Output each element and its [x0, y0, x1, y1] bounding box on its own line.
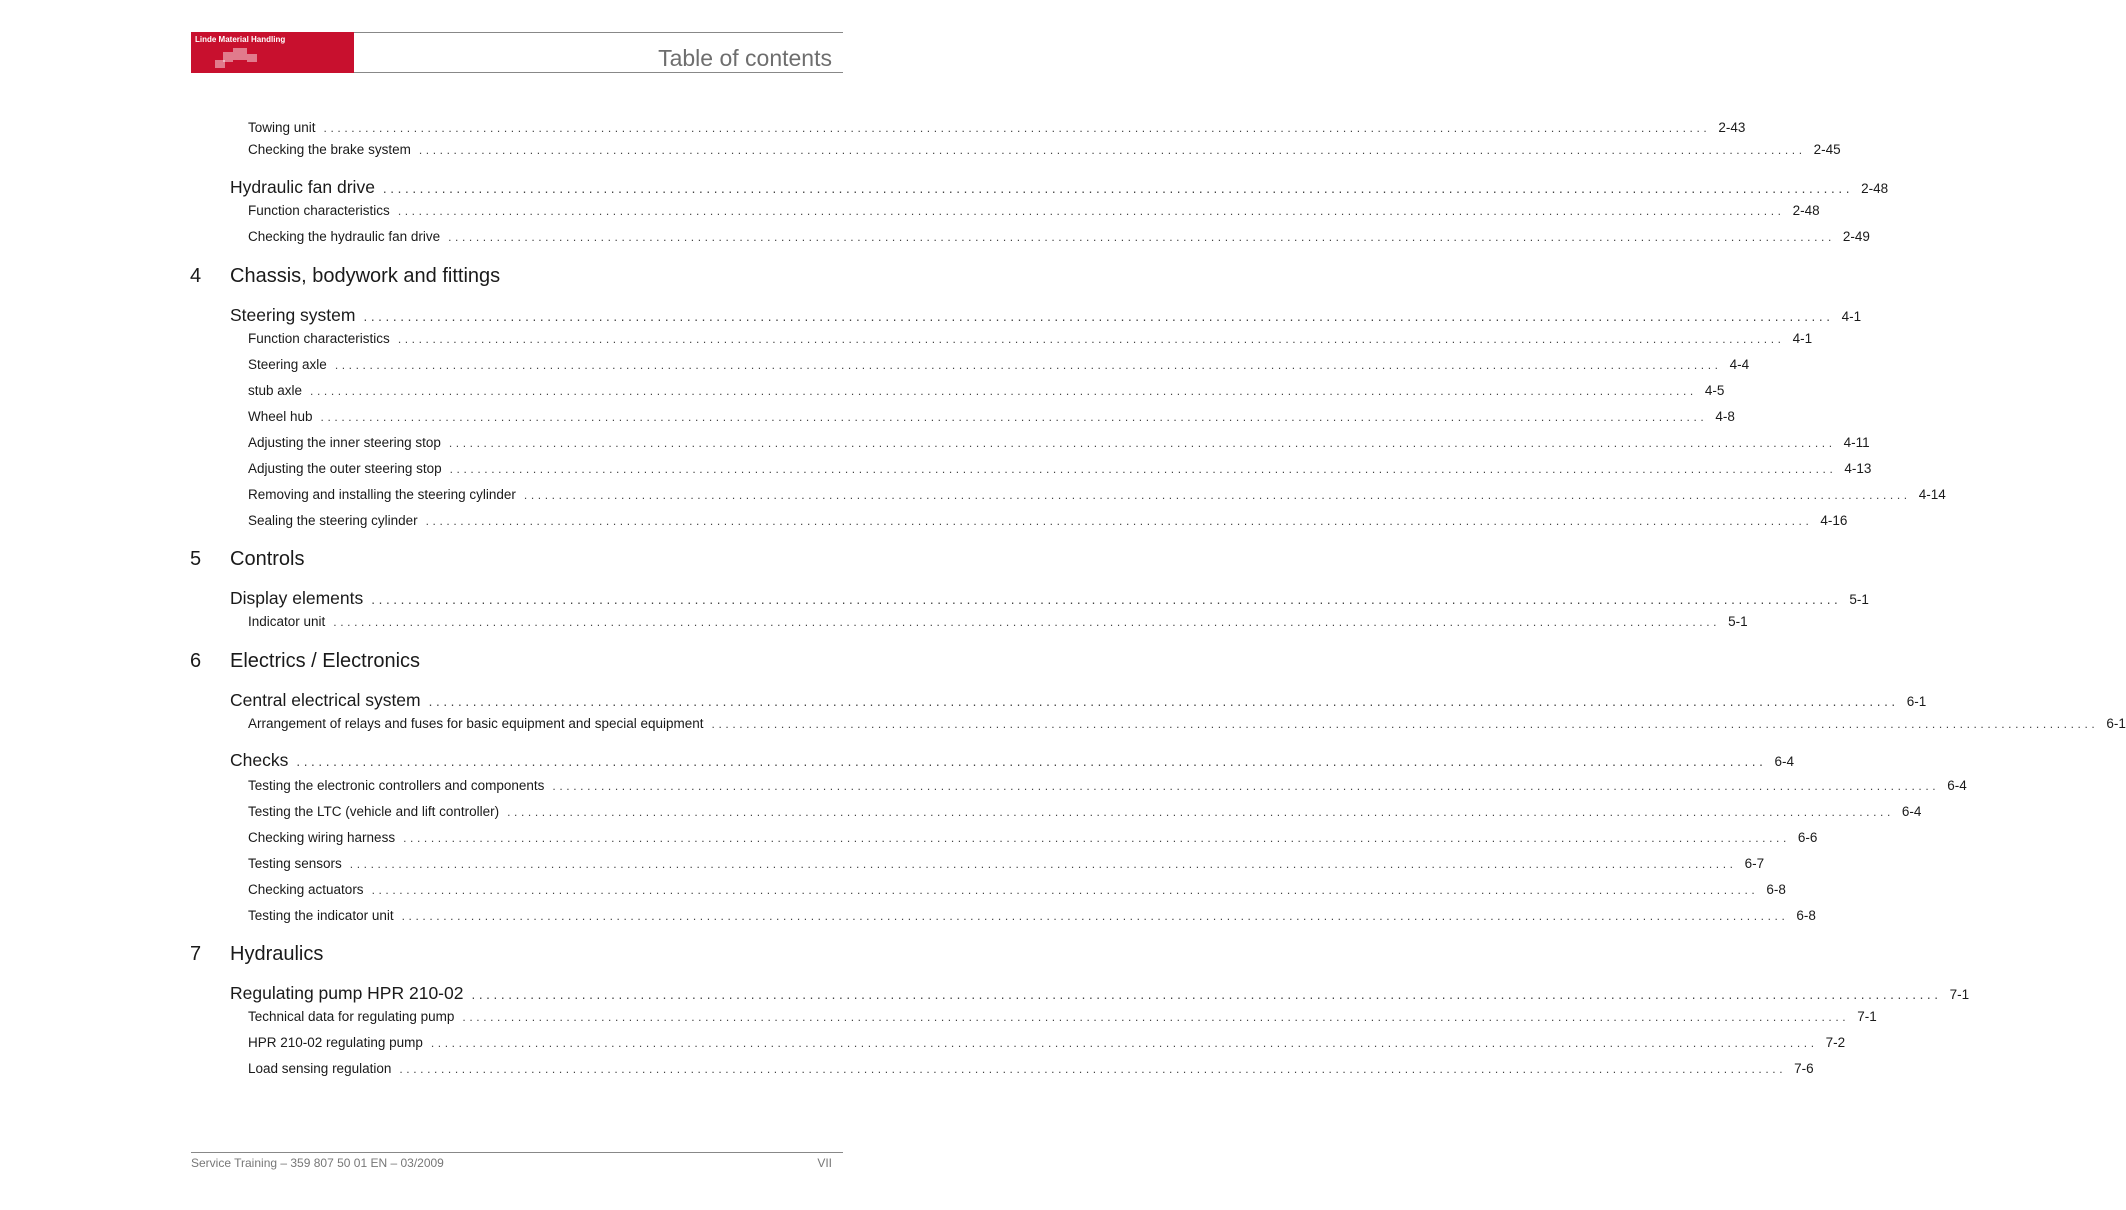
toc-page-number: 2-45	[1813, 142, 1841, 157]
toc-page-number: 4-1	[1841, 309, 1862, 324]
chapter-heading	[190, 650, 420, 673]
toc-entry-label: Technical data for regulating pump	[248, 1009, 455, 1024]
toc-page-number: 4-1	[1792, 331, 1813, 346]
toc-page-number: 5-1	[1849, 592, 1869, 607]
toc-page-number: 4-11	[1843, 435, 1870, 450]
toc-entry-label: Checks	[230, 750, 289, 770]
dot-leader: ........................................................................................................................................................................................................	[430, 1036, 1818, 1050]
toc-entry-label: Function characteristics	[248, 203, 390, 218]
dot-leader: ........................................................................................................................................................................................................	[320, 410, 1708, 424]
toc-section-entry[interactable]	[230, 690, 1927, 711]
dot-leader: ........................................................................................................................................................................................................	[333, 615, 1721, 629]
toc-page-number: 6-4	[1774, 754, 1795, 769]
dot-leader: ........................................................................................................................................................................................................	[296, 754, 1767, 769]
toc-section-entry[interactable]	[230, 177, 1889, 198]
toc-subsection-entry[interactable]	[248, 487, 1946, 502]
toc-entry-label: Checking the brake system	[248, 142, 411, 157]
toc-entry-label: Display elements	[230, 588, 364, 608]
toc-page-number: 4-4	[1729, 357, 1750, 372]
toc-entry-label: Load sensing regulation	[248, 1061, 392, 1076]
dot-leader: ........................................................................................................................................................................................................	[523, 488, 1911, 502]
page-title: Table of contents	[658, 45, 832, 71]
toc-section-entry[interactable]	[230, 588, 1869, 609]
dot-leader: ........................................................................................................................................................................................................	[448, 436, 1836, 450]
toc-subsection-entry[interactable]	[248, 908, 1816, 923]
toc-subsection-entry[interactable]	[248, 229, 1870, 244]
toc-section-entry[interactable]	[230, 305, 1862, 326]
toc-subsection-entry[interactable]	[248, 331, 1813, 346]
toc-subsection-entry[interactable]	[248, 409, 1735, 424]
dot-leader: ........................................................................................................................................................................................................	[371, 883, 1759, 897]
toc-subsection-entry[interactable]	[248, 435, 1870, 450]
dot-leader: ........................................................................................................................................................................................................	[371, 592, 1842, 607]
toc-page-number: 7-1	[1949, 987, 1970, 1002]
toc-subsection-entry[interactable]	[248, 120, 1746, 135]
toc-page-number: 4-5	[1704, 383, 1725, 398]
toc-subsection-entry[interactable]	[248, 1009, 1877, 1024]
chapter-heading	[190, 943, 323, 966]
dot-leader: ........................................................................................................................................................................................................	[428, 694, 1899, 709]
toc-page-number: 6-1	[1906, 694, 1927, 709]
dot-leader: ........................................................................................................................................................................................................	[448, 230, 1835, 244]
dot-leader: ........................................................................................................................................................................................................	[403, 831, 1790, 845]
toc-entry-label: Towing unit	[248, 120, 316, 135]
toc-entry-label: Steering axle	[248, 357, 327, 372]
dot-leader: ........................................................................................................................................................................................................	[711, 717, 2099, 731]
toc-entry-label: Testing sensors	[248, 856, 342, 871]
dot-leader: ........................................................................................................................................................................................................	[382, 181, 1854, 196]
toc-section-entry[interactable]	[230, 750, 1795, 771]
toc-subsection-entry[interactable]	[248, 142, 1841, 157]
toc-entry-label: Indicator unit	[248, 614, 326, 629]
brand-name: Linde Material Handling	[195, 35, 286, 44]
toc-entry-label: Steering system	[230, 305, 356, 325]
dot-leader: ........................................................................................................................................................................................................	[425, 514, 1813, 528]
toc-page-number: 6-7	[1744, 856, 1765, 871]
toc-subsection-entry[interactable]	[248, 357, 1750, 372]
toc-entry-label: Sealing the steering cylinder	[248, 513, 418, 528]
toc-page-number: 6-4	[1947, 778, 1967, 793]
toc-subsection-entry[interactable]	[248, 1061, 1814, 1076]
toc-page-number: 7-6	[1794, 1061, 1814, 1076]
footer-rule	[191, 1152, 843, 1153]
toc-page-number: 4-14	[1918, 487, 1946, 502]
toc-entry-label: Adjusting the inner steering stop	[248, 435, 441, 450]
toc-page-number: 5-1	[1728, 614, 1748, 629]
toc-page-number: 6-8	[1766, 882, 1786, 897]
toc-page-number: 6-1	[2106, 716, 2126, 731]
toc-entry-label: Checking actuators	[248, 882, 364, 897]
dot-leader: ........................................................................................................................................................................................................	[363, 309, 1834, 324]
chapter-number: 5	[190, 548, 202, 570]
dot-leader: ........................................................................................................................................................................................................	[334, 358, 1722, 372]
toc-page-number: 4-16	[1820, 513, 1848, 528]
toc-subsection-entry[interactable]	[248, 513, 1848, 528]
toc-entry-label: Testing the LTC (vehicle and lift controller)	[248, 804, 500, 819]
dot-leader: ........................................................................................................................................................................................................	[310, 384, 1697, 398]
toc-page-number: 4-13	[1844, 461, 1872, 476]
chapter-heading	[190, 265, 500, 288]
toc-subsection-entry[interactable]	[248, 778, 1967, 793]
toc-page-number: 6-6	[1797, 830, 1818, 845]
footer-text: Service Training – 359 807 50 01 EN – 03/2009	[191, 1156, 444, 1170]
toc-subsection-entry[interactable]	[248, 716, 2126, 731]
toc-entry-label: Checking the hydraulic fan drive	[248, 229, 441, 244]
toc-subsection-entry[interactable]	[248, 383, 1725, 398]
toc-entry-label: stub axle	[248, 383, 303, 398]
toc-entry-label: Hydraulic fan drive	[230, 177, 375, 197]
toc-subsection-entry[interactable]	[248, 203, 1820, 218]
toc-entry-label: Arrangement of relays and fuses for basic equipment and special equipment	[248, 716, 704, 731]
toc-page-number: 7-1	[1857, 1009, 1877, 1024]
toc-page-number: 6-4	[1901, 804, 1922, 819]
toc-subsection-entry[interactable]	[248, 882, 1786, 897]
toc-subsection-entry[interactable]	[248, 461, 1872, 476]
dot-leader: ........................................................................................................................................................................................................	[449, 462, 1837, 476]
toc-entry-label: Adjusting the outer steering stop	[248, 461, 442, 476]
toc-entry-label: Checking wiring harness	[248, 830, 396, 845]
toc-entry-label: Central electrical system	[230, 690, 421, 710]
toc-subsection-entry[interactable]	[248, 804, 1922, 819]
toc-page-number: 2-48	[1861, 181, 1889, 196]
toc-page-number: 2-48	[1792, 203, 1820, 218]
toc-subsection-entry[interactable]	[248, 830, 1818, 845]
toc-entry-label: Testing the electronic controllers and components	[248, 778, 545, 793]
chapter-number: 6	[190, 650, 202, 672]
dot-leader: ........................................................................................................................................................................................................	[397, 204, 1785, 218]
dot-leader: ........................................................................................................................................................................................................	[399, 1062, 1787, 1076]
toc-entry-label: Wheel hub	[248, 409, 313, 424]
dot-leader: ........................................................................................................................................................................................................	[401, 909, 1789, 923]
footer-page-number: VII	[817, 1156, 832, 1170]
chapter-number: 7	[190, 943, 202, 965]
chapter-title: Chassis, bodywork and fittings	[230, 265, 501, 287]
dot-leader: ........................................................................................................................................................................................................	[462, 1010, 1850, 1024]
dot-leader: ........................................................................................................................................................................................................	[323, 121, 1711, 135]
chapter-title: Controls	[230, 548, 305, 570]
dot-leader: ........................................................................................................................................................................................................	[349, 857, 1737, 871]
chapter-number: 4	[190, 265, 202, 287]
toc-section-entry[interactable]	[230, 983, 1970, 1004]
toc-page-number: 2-49	[1842, 229, 1870, 244]
chapter-title: Electrics / Electronics	[230, 650, 421, 672]
toc-subsection-entry[interactable]	[248, 1035, 1846, 1050]
toc-entry-label: Function characteristics	[248, 331, 390, 346]
dot-leader: ........................................................................................................................................................................................................	[397, 332, 1785, 346]
toc-page-number: 2-43	[1718, 120, 1746, 135]
toc-entry-label: Testing the indicator unit	[248, 908, 394, 923]
dot-leader: ........................................................................................................................................................................................................	[471, 987, 1942, 1002]
toc-page-number: 4-8	[1715, 409, 1735, 424]
chapter-title: Hydraulics	[230, 943, 324, 965]
chapter-heading	[190, 548, 304, 571]
toc-entry-label: Removing and installing the steering cylinder	[248, 487, 516, 502]
toc-entry-label: Regulating pump HPR 210-02	[230, 983, 464, 1003]
dot-leader: ........................................................................................................................................................................................................	[552, 779, 1940, 793]
toc-entry-label: HPR 210-02 regulating pump	[248, 1035, 423, 1050]
toc-page-number: 7-2	[1825, 1035, 1846, 1050]
dot-leader: ........................................................................................................................................................................................................	[418, 143, 1806, 157]
toc-subsection-entry[interactable]	[248, 856, 1765, 871]
toc-page-number: 6-8	[1796, 908, 1816, 923]
toc-subsection-entry[interactable]	[248, 614, 1748, 629]
dot-leader: ........................................................................................................................................................................................................	[507, 805, 1894, 819]
